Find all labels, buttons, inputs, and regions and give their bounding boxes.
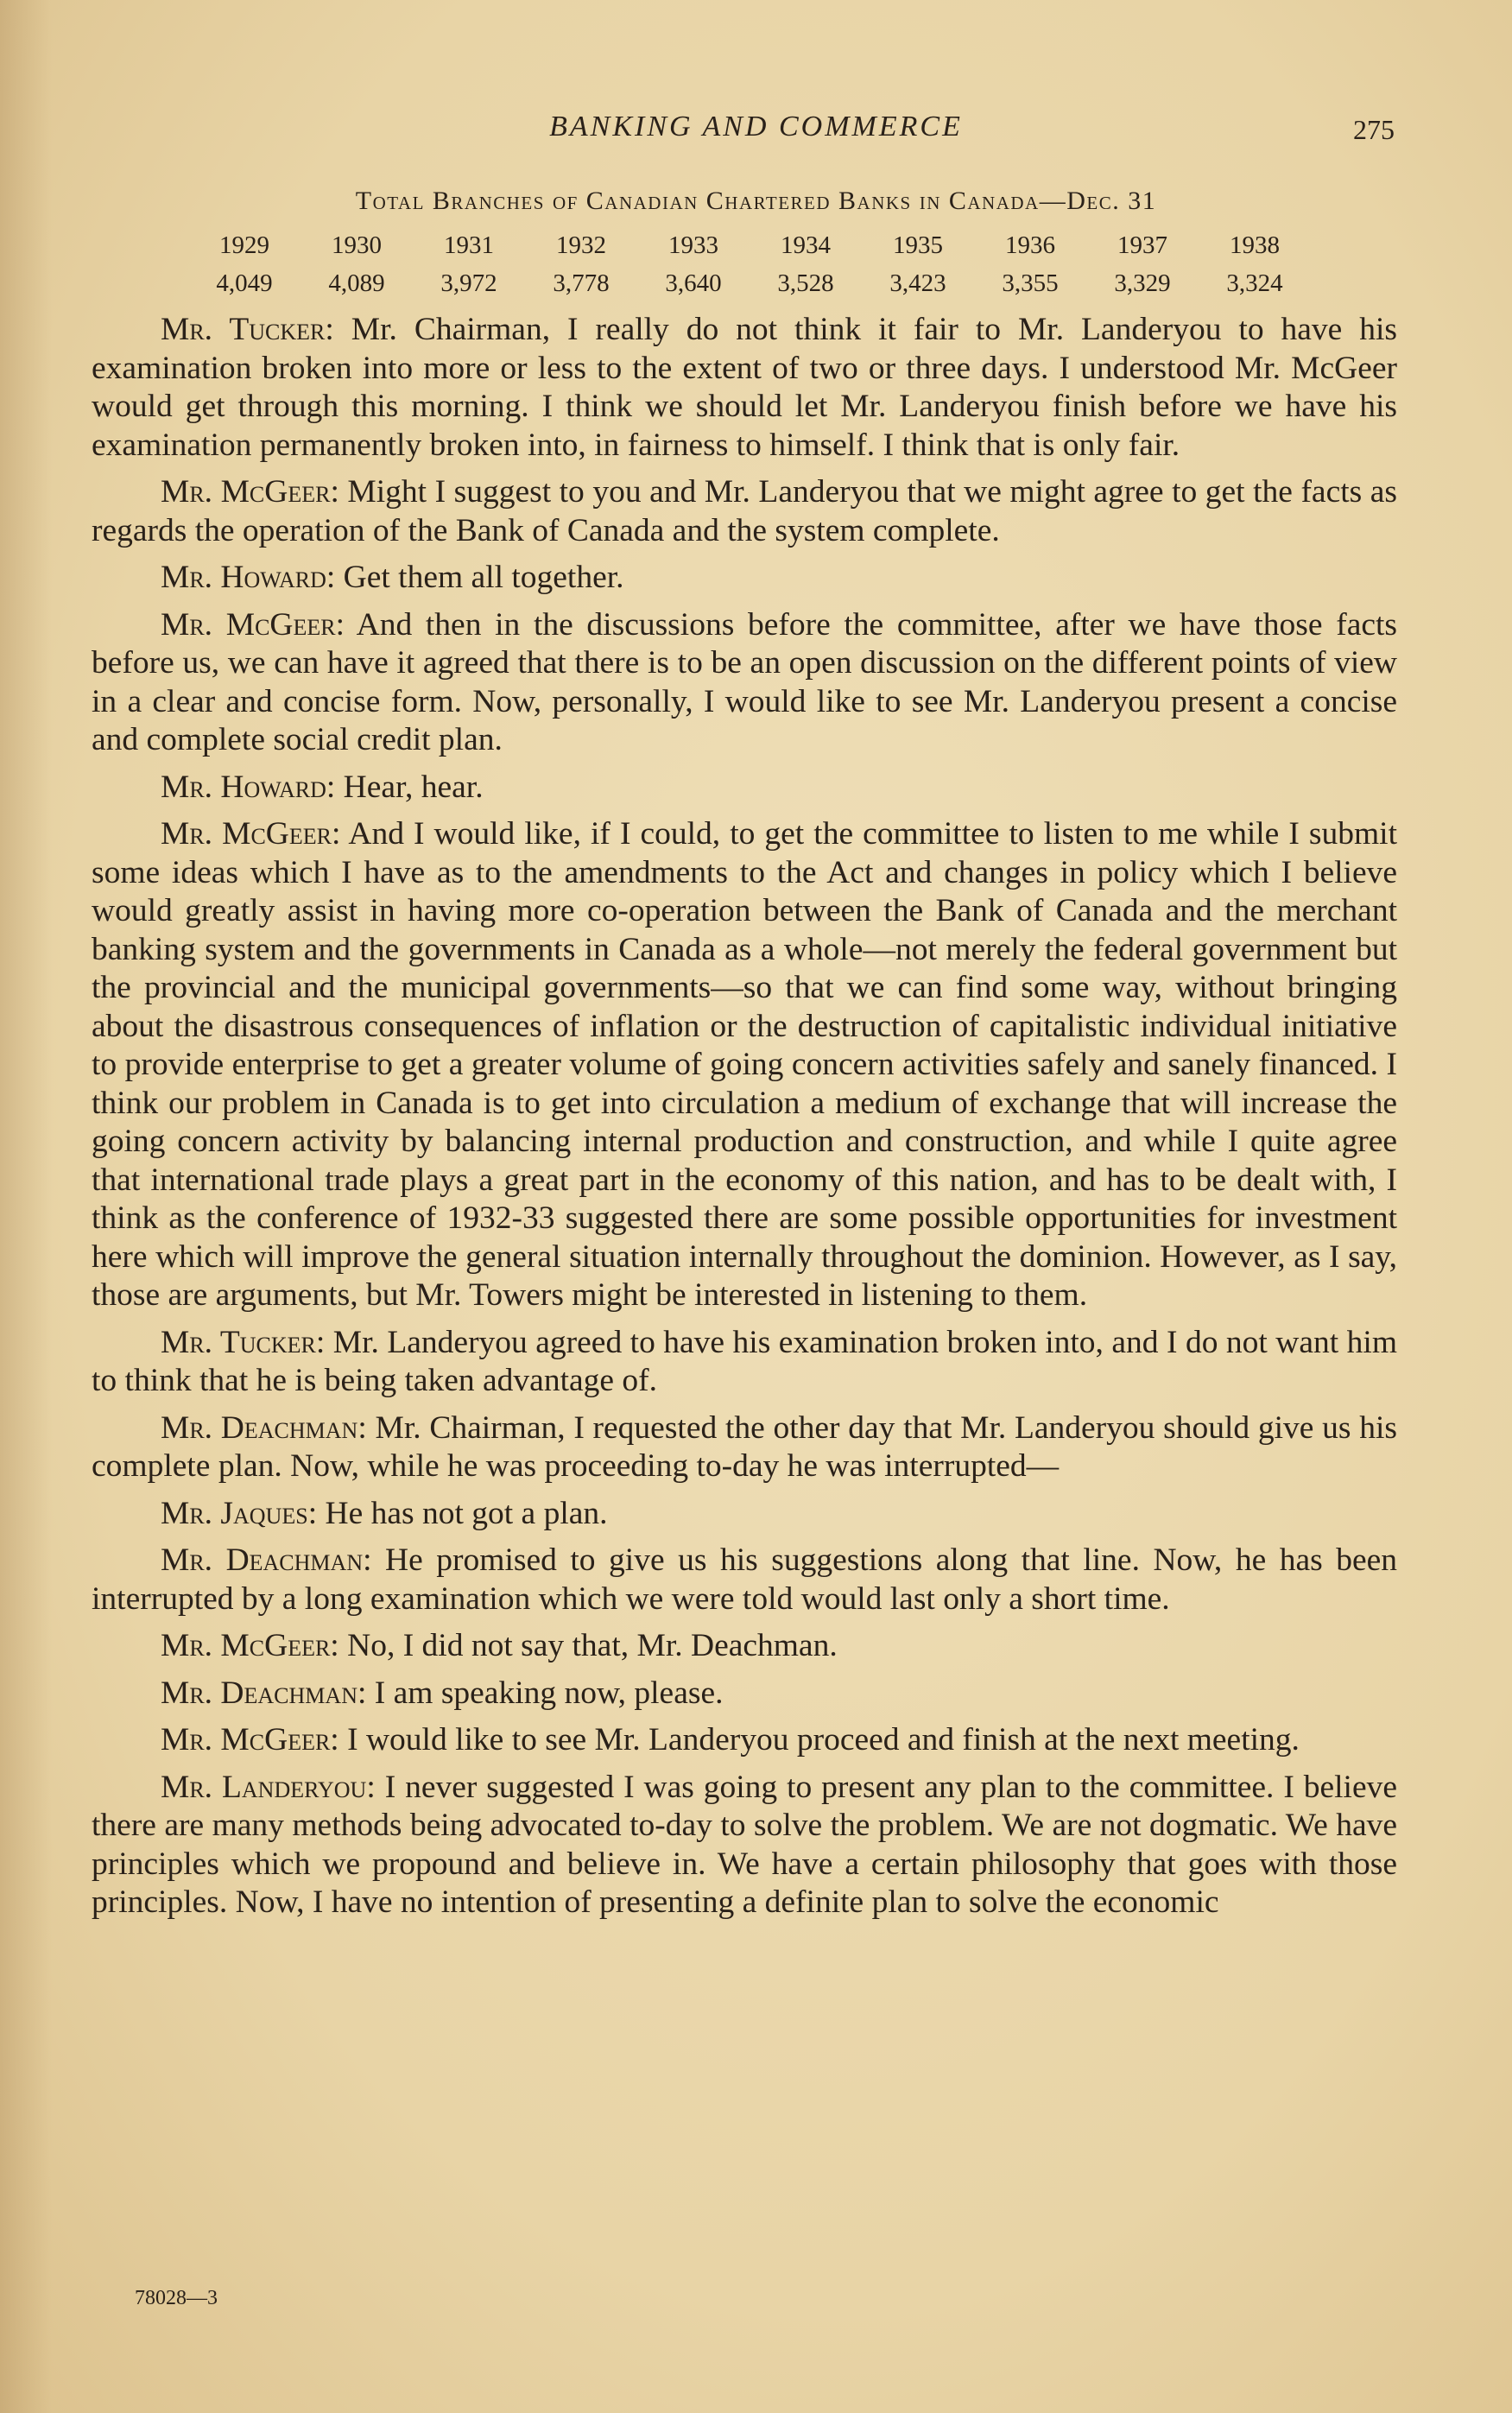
table-row-counts [188,264,1311,302]
transcript-paragraph [92,815,1397,1315]
speech-text: Mr. Landeryou agreed to have his examination broken into, and I do not want him to think that he is being taken advantage of. [92,1324,1397,1398]
transcript-paragraph [92,559,1397,598]
count-cell: 3,528 [777,269,834,297]
speech-text: Mr. Chairman, I really do not think it fair to Mr. Landeryou to have his examination broken into more or less to the extent of two or three days. I understood Mr. McGeer would get through this morning. I think we should let Mr. Landeryou finish before we have his examination permanently broken into, in fairness to himself. I think that is only fair. [92,312,1398,463]
speech-text: And then in the discussions before the committee, after we have those facts before us, we can have it agreed that there is to be an open discussion on the different points of view in a clear and concise form. Now, personally, I would like to see Mr. Landeryou present a concise and complete social credit plan. [92,606,1398,757]
speech-text: He has not got a plan. [325,1495,608,1531]
speaker-label: Mr. McGeer: [161,1722,339,1758]
printer-signature: 78028—3 [135,2287,218,2309]
transcript-paragraph [92,1627,1397,1666]
page-number: 275 [1353,114,1395,145]
year-cell: 1934 [781,231,831,259]
speaker-label: Mr. McGeer: [161,606,345,643]
year-cell: 1937 [1117,231,1167,259]
page-header [0,111,1512,154]
count-cell: 4,089 [328,269,385,297]
count-cell: 3,329 [1114,269,1171,297]
transcript-paragraph [92,1675,1397,1713]
speech-text: And I would like, if I could, to get the committee to listen to me while I submit some ideas which I have as to the amendments to the Act and changes in policy which I believe would greatly assist in having more co-operation between the Bank of Canada and the merchant banking system and the governments in Canada as a whole—not merely the federal government but the provincial and the municipal governments—so that we can find some way, without bringing about the disastrous consequences of inflation or the destruction of capitalistic individual initiative to provide enterprise to get a greater volume of going concern activities safely and sanely financed. I think our problem in Canada is to get into circulation a medium of exchange that will increase the going concern activity by balancing internal production and construction, and while I quite agree that international trade plays a great part in the economy of this nation, and has to be dealt with, I think as the conference of 1932-33 suggested there are some possible opportunities for investment here which will improve the general situation internally throughout the dominion. However, as I say, those are arguments, but Mr. Towers might be interested in listening to them. [92,816,1398,1313]
transcript-paragraph [92,1721,1397,1760]
speaker-label: Mr. Deachman: [161,1675,367,1711]
transcript-paragraph [92,1542,1397,1618]
speech-text: Get them all together. [343,560,624,595]
running-title: BANKING AND COMMERCE [549,111,963,142]
table-row-years [188,226,1311,264]
speech-text: I would like to see Mr. Landeryou proceed and finish at the next meeting. [347,1722,1300,1758]
year-cell: 1929 [219,231,269,259]
count-cell: 3,972 [440,269,497,297]
speech-text: Might I suggest to you and Mr. Landeryou that we might agree to get the facts as regards the operation of the Bank of Canada and the system complete. [92,474,1397,548]
speaker-label: Mr. Tucker: [161,1324,326,1360]
year-cell: 1932 [556,231,606,259]
year-cell: 1935 [893,231,943,259]
transcript-paragraph [92,606,1397,760]
speaker-label: Mr. McGeer: [161,816,341,852]
speaker-label: Mr. Tucker: [161,312,334,347]
speaker-label: Mr. Howard: [161,560,336,595]
transcript-paragraph [92,769,1397,808]
year-cell: 1933 [668,231,718,259]
count-cell: 3,324 [1226,269,1283,297]
transcript-paragraph [92,1769,1397,1922]
speaker-label: Mr. Landeryou: [161,1769,376,1805]
speaker-label: Mr. McGeer: [161,1628,339,1663]
speech-text: No, I did not say that, Mr. Deachman. [347,1628,838,1663]
speaker-label: Mr. Deachman: [161,1409,367,1446]
transcript-paragraph [92,1495,1397,1534]
speaker-label: Mr. Deachman: [161,1542,372,1578]
speech-text: I never suggested I was going to present any plan to the committee. I believe there are many methods being advocated to-day to solve the problem. We are not dogmatic. We have principles which we propound and believe in. We have a certain philosophy that goes with those principles. Now, I have no intention of presenting a definite plan to solve the economic [92,1769,1397,1920]
speech-text: I am speaking now, please. [374,1675,724,1711]
year-cell: 1930 [332,231,382,259]
speaker-label: Mr. Jaques: [161,1495,318,1531]
transcript-paragraph [92,1409,1397,1486]
branches-table [188,226,1311,302]
speaker-label: Mr. Howard: [161,769,336,805]
year-cell: 1931 [444,231,494,259]
count-cell: 4,049 [216,269,273,297]
count-cell: 3,423 [889,269,946,297]
year-cell: 1936 [1005,231,1055,259]
speech-text: Mr. Chairman, I requested the other day that Mr. Landeryou should give us his complete plan. Now, while he was proceeding to-day he was interrupted— [92,1409,1397,1484]
year-cell: 1938 [1230,231,1280,259]
speech-text: He promised to give us his suggestions along that line. Now, he has been interrupted by a long examination which we were told would last only a short time. [92,1542,1398,1617]
count-cell: 3,355 [1002,269,1059,297]
transcript-body [92,311,1397,1931]
transcript-paragraph [92,311,1397,465]
table-title: Total Branches of Canadian Chartered Banks in Canada—Dec. 31 [355,187,1157,215]
speech-text: Hear, hear. [343,769,484,805]
transcript-paragraph [92,1324,1397,1401]
count-cell: 3,778 [553,269,610,297]
speaker-label: Mr. McGeer: [161,474,339,510]
page-edge-shadow [0,0,52,2413]
count-cell: 3,640 [665,269,722,297]
transcript-paragraph [92,473,1397,550]
